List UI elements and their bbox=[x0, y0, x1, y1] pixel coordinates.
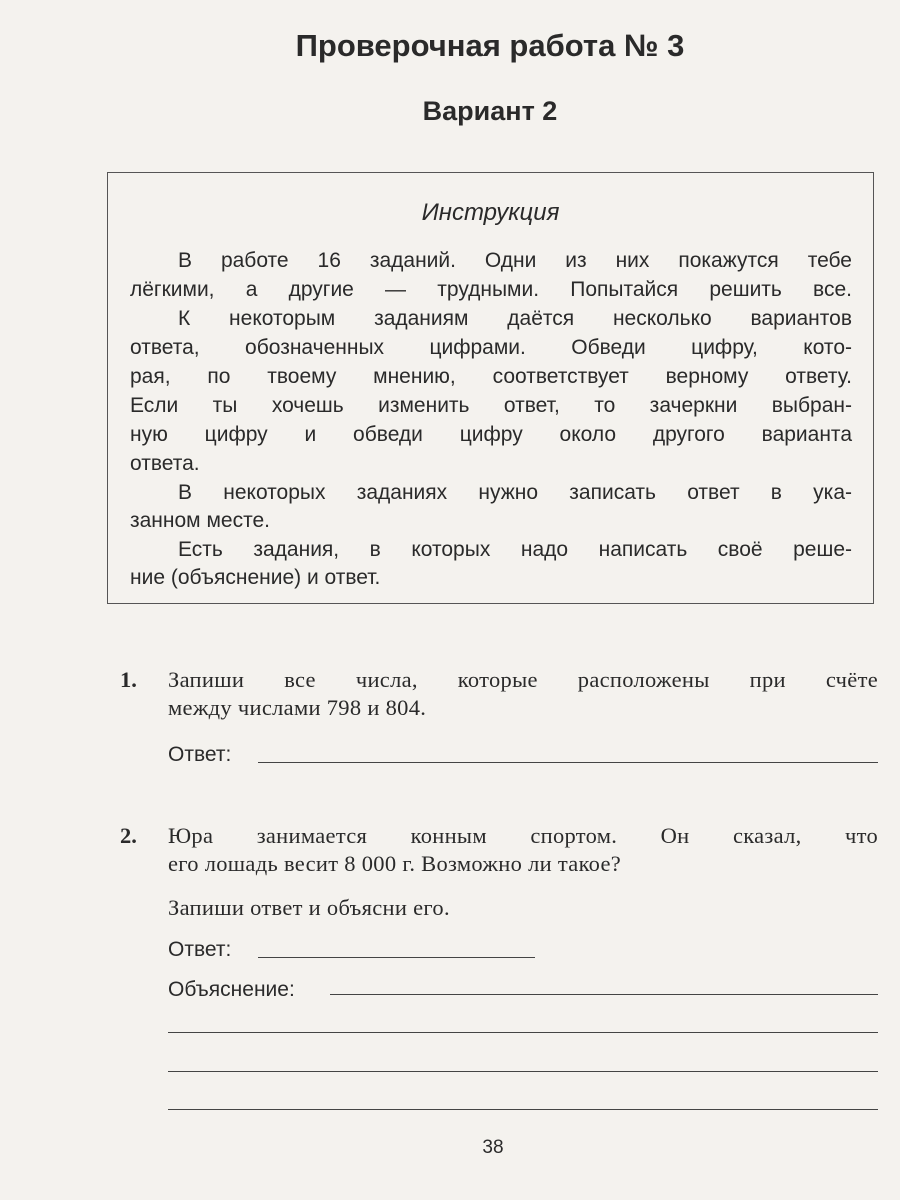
task-2-prompt: Запиши ответ и объясни его. bbox=[168, 895, 450, 920]
instruction-line: ответа. bbox=[130, 452, 200, 475]
task-2-explanation-line[interactable] bbox=[168, 1032, 878, 1033]
task-1-answer-line[interactable] bbox=[258, 762, 878, 763]
task-2-explanation-label: Объяснение: bbox=[168, 978, 295, 1001]
task-1-number: 1. bbox=[120, 667, 137, 692]
instruction-line: занном месте. bbox=[130, 509, 270, 532]
task-2-explanation-line[interactable] bbox=[168, 1109, 878, 1110]
instruction-line: рая, по твоему мнению, соответствует верному ответу. bbox=[130, 365, 852, 388]
instruction-line: лёгкими, а другие — трудными. Попытайся решить все. bbox=[130, 278, 852, 301]
instruction-line: В некоторых заданиях нужно записать ответ в ука- bbox=[178, 481, 852, 504]
instruction-box bbox=[107, 172, 874, 604]
task-2-text: его лошадь весит 8 000 г. Возможно ли такое? bbox=[168, 851, 622, 876]
task-2-explanation-line[interactable] bbox=[168, 1071, 878, 1072]
page-title: Проверочная работа № 3 bbox=[295, 28, 685, 63]
instruction-line: ответа, обозначенных цифрами. Обведи цифру, кото- bbox=[130, 336, 852, 359]
task-2-number: 2. bbox=[120, 823, 137, 848]
task-2-explanation-line[interactable] bbox=[330, 994, 878, 995]
instruction-line: ную цифру и обведи цифру около другого варианта bbox=[130, 423, 852, 446]
instruction-line: ние (объяснение) и ответ. bbox=[130, 566, 381, 589]
task-1-text: Запиши все числа, которые расположены при счёте bbox=[168, 667, 878, 692]
task-2-answer-label: Ответ: bbox=[168, 938, 232, 961]
task-2-text: Юра занимается конным спортом. Он сказал, что bbox=[168, 823, 878, 848]
task-1-text: между числами 798 и 804. bbox=[168, 695, 427, 720]
variant-heading: Вариант 2 bbox=[422, 96, 558, 126]
instruction-heading: Инструкция bbox=[421, 199, 560, 226]
page-number: 38 bbox=[482, 1137, 504, 1158]
task-1-answer-label: Ответ: bbox=[168, 743, 232, 766]
instruction-line: В работе 16 заданий. Одни из них покажутся тебе bbox=[178, 249, 852, 272]
instruction-line: Если ты хочешь изменить ответ, то зачеркни выбран- bbox=[130, 394, 852, 417]
instruction-line: Есть задания, в которых надо написать своё реше- bbox=[178, 538, 852, 561]
task-2-answer-line[interactable] bbox=[258, 957, 535, 958]
instruction-line: К некоторым заданиям даётся несколько вариантов bbox=[178, 307, 852, 330]
